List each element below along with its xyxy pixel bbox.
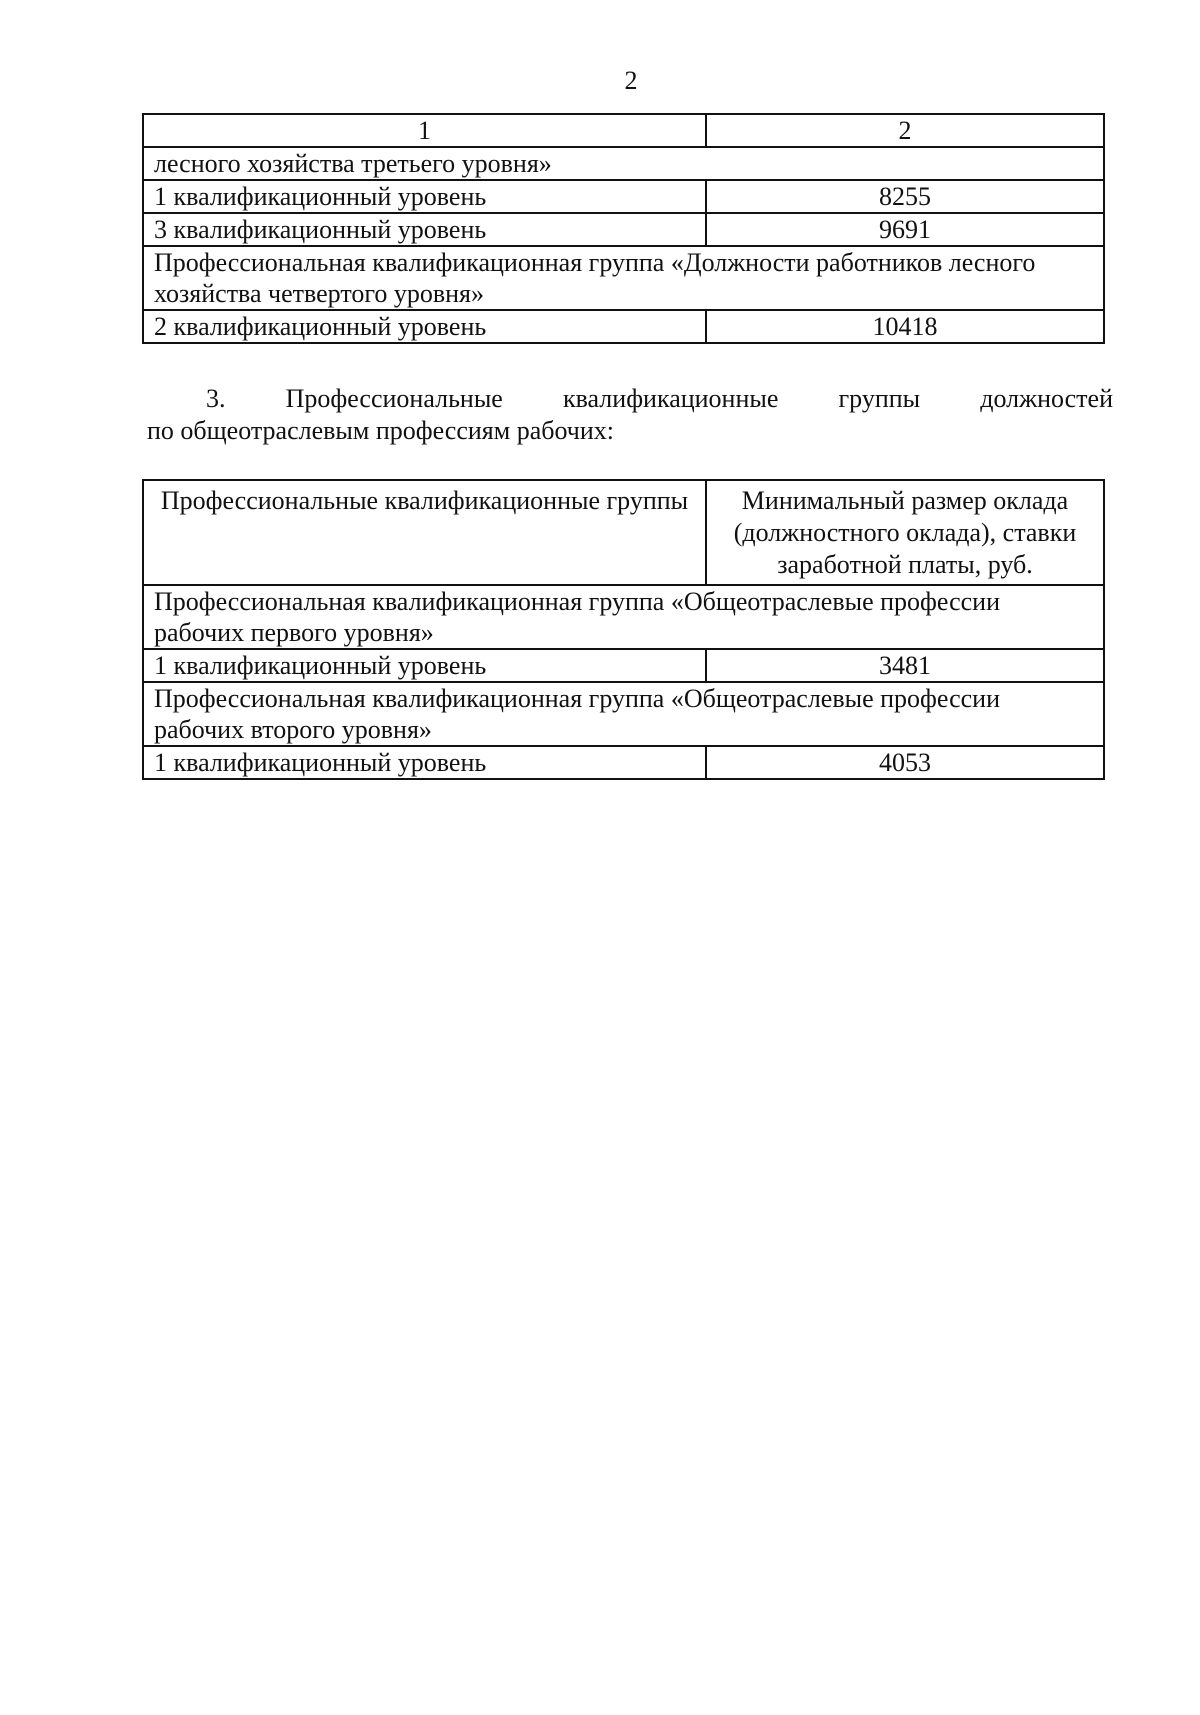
level-label: 3 квалификационный уровень xyxy=(143,213,706,246)
salary-value: 3481 xyxy=(706,649,1104,682)
level-label: 1 квалификационный уровень xyxy=(143,649,706,682)
salary-value: 4053 xyxy=(706,746,1104,779)
table-row xyxy=(143,310,1104,343)
table-row xyxy=(143,147,1104,180)
section-3-word: квалификационные xyxy=(562,384,779,413)
salary-value: 10418 xyxy=(706,310,1104,343)
section-3-word: группы xyxy=(838,384,921,413)
section-3-heading xyxy=(147,383,1113,447)
table-row xyxy=(143,213,1104,246)
section-3-heading-line2: по общеотраслевым профессиям рабочих: xyxy=(147,416,614,445)
table-header-row xyxy=(143,480,1104,585)
group-title: Профессиональная квалификационная группа «Общеотраслевые профессии рабочих первого уровня» xyxy=(143,585,1104,649)
page-number: 2 xyxy=(624,66,638,95)
column-header-groups: Профессиональные квалификационные группы xyxy=(143,480,706,585)
salary-table-continued xyxy=(142,113,1105,344)
column-number-1: 1 xyxy=(143,114,706,147)
level-label: 1 квалификационный уровень xyxy=(143,746,706,779)
table-row xyxy=(143,682,1104,746)
salary-value: 9691 xyxy=(706,213,1104,246)
table-row xyxy=(143,180,1104,213)
level-label: 1 квалификационный уровень xyxy=(143,180,706,213)
salary-value: 8255 xyxy=(706,180,1104,213)
column-number-row xyxy=(143,114,1104,147)
column-header-salary: Минимальный размер оклада (должностного оклада), ставки заработной платы, руб. xyxy=(706,480,1104,585)
group-title: Профессиональная квалификационная группа «Должности работников лесного хозяйства четвертого уровня» xyxy=(143,246,1104,310)
column-number-2: 2 xyxy=(706,114,1104,147)
section-3-word: Профессиональные xyxy=(285,384,503,413)
table-row xyxy=(143,746,1104,779)
group-title: Профессиональная квалификационная группа «Общеотраслевые профессии рабочих второго уровня» xyxy=(143,682,1104,746)
table-row xyxy=(143,649,1104,682)
table-row xyxy=(143,585,1104,649)
section-3-word: должностей xyxy=(980,384,1113,413)
salary-table-workers xyxy=(142,479,1105,780)
table-row xyxy=(143,246,1104,310)
level-label: 2 квалификационный уровень xyxy=(143,310,706,343)
group-title: лесного хозяйства третьего уровня» xyxy=(143,147,1104,180)
section-3-word: 3. xyxy=(206,384,226,413)
section-3-heading-line1 xyxy=(147,383,1113,415)
